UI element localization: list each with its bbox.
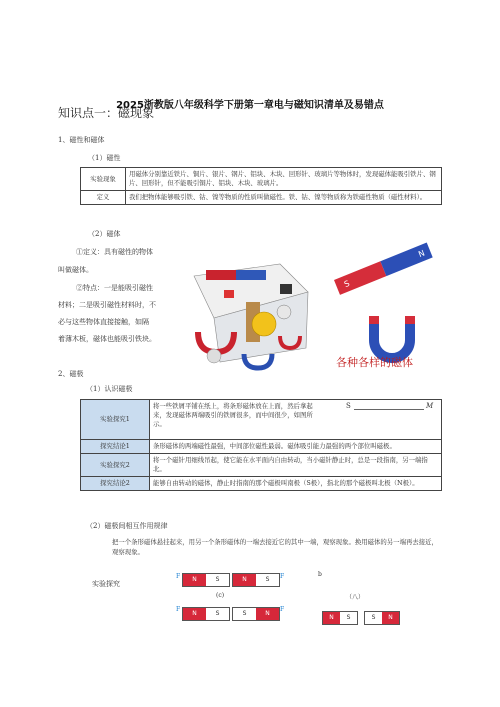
svg-text:N: N <box>417 248 427 260</box>
table-cell-text: 将一些铁屑平铺在纸上，将条形磁体放在上面，然后拿起来，发现磁体两端吸引的铁屑很多，而中间很少，如图所示。 <box>150 400 442 440</box>
force-label: F <box>176 606 181 613</box>
table-cell-text: 用磁体分别靠近铁片、铜片、银片、钢片、铝块、木块、回形针、玻璃片等物体时，发现磁体能吸引铁片、钢片、回形针，但不能吸引铜片、铝块、木块、玻璃片。 <box>126 168 442 191</box>
bar-magnet <box>232 573 280 587</box>
pole-n: N <box>256 608 279 620</box>
iron-filings-figure <box>346 402 436 412</box>
feature-line: 必与这些物体直接接触，如隔 <box>58 318 149 326</box>
pole-n: N <box>183 608 206 620</box>
subsection-heading-magnetism: （1）磁性 <box>88 154 121 162</box>
table-row <box>81 168 442 191</box>
table-cell-text: 能够自由转动的磁体，静止时指南的那个磁极叫南极（S极），指北的那个磁极叫北极（N极）。 <box>150 477 442 491</box>
definition-line: ①定义：具有磁性的物体 <box>76 248 153 256</box>
table-cell-label: 实验现象 <box>81 168 126 191</box>
svg-text:S: S <box>342 278 351 290</box>
table-row <box>81 191 442 205</box>
bar-magnet <box>322 611 358 625</box>
figure-label-b: b <box>318 571 322 578</box>
table-cell-text: 条形磁体的两端磁性最强，中间部位磁性最弱。磁体吸引能力最强的两个部位叫磁极。 <box>150 440 442 454</box>
subsection-heading-poles: （1）认识磁极 <box>86 385 133 393</box>
pole-s: S <box>233 608 256 620</box>
experiment-label: 实验探究 <box>92 580 120 588</box>
feature-line: ②特点：一是能吸引磁性 <box>76 284 153 292</box>
table-cell-label: 探究结论1 <box>81 440 150 454</box>
feature-line: 材料；二是吸引磁性材料时，不 <box>58 301 156 309</box>
pole-n: N <box>323 612 340 624</box>
table-cell-label: 定义 <box>81 191 126 205</box>
table-row <box>81 477 442 491</box>
subsection-heading-magnet: （2）磁体 <box>88 230 121 238</box>
table-cell-text: 我们把物体能够吸引铁、钴、镍等物质的性质叫做磁性。铁、钴、镍等物质称为铁磁性物质（磁性材料）。 <box>126 191 442 205</box>
table-cell-label: 探究结论2 <box>81 477 150 491</box>
table-row <box>81 440 442 454</box>
figure-label-8: （八） <box>346 594 365 601</box>
magnets-caption: 各种各样的磁体 <box>336 356 413 369</box>
subsection-heading-interaction: （2）磁极间相互作用规律 <box>86 522 168 530</box>
table-cell-text: 将一个磁针用细线吊起，使它能在水平面内自由转动，当小磁针静止时，总是一段指南，另一端指北。 <box>150 454 442 477</box>
table-row <box>81 454 442 477</box>
pole-s: S <box>365 612 382 624</box>
magnetic-poles-table <box>80 399 442 491</box>
force-label: F <box>176 573 181 580</box>
interaction-description: 把一个条形磁体悬挂起来，用另一个条形磁体的一端去接近它的其中一端，观察现象。换用磁体的另一端再去接近，观察现象。 <box>112 538 438 556</box>
pole-s: S <box>206 574 229 586</box>
pole-s: S <box>256 574 279 586</box>
pole-n: N <box>233 574 256 586</box>
magnetism-table <box>80 167 442 205</box>
bar-magnet <box>182 607 230 621</box>
magnet-line <box>354 409 424 410</box>
section-heading-1: 1、磁性和磁体 <box>58 136 105 144</box>
table-cell-label: 实验探究1 <box>81 400 150 440</box>
bar-magnet <box>182 573 230 587</box>
pole-label-m: M <box>426 402 434 410</box>
document-title: 2025浙教版八年级科学下册第一章电与磁知识清单及易错点 <box>116 100 384 111</box>
pole-s: S <box>340 612 357 624</box>
figure-label-c: (c) <box>216 592 225 599</box>
pole-n: N <box>382 612 399 624</box>
knowledge-point-heading: 知识点一：磁现象 <box>58 106 155 120</box>
definition-line: 叫做磁体。 <box>58 266 93 274</box>
bar-magnet <box>364 611 400 625</box>
bar-magnet <box>232 607 280 621</box>
pole-n: N <box>183 574 206 586</box>
pole-s: S <box>206 608 229 620</box>
section-heading-2: 2、磁极 <box>58 370 84 378</box>
force-label: F <box>280 573 285 580</box>
feature-line: 着薄木板，磁体也能吸引铁块。 <box>58 335 156 343</box>
force-label: F <box>280 606 285 613</box>
table-cell-label: 实验探究2 <box>81 454 150 477</box>
pole-label-s: S <box>346 402 351 410</box>
